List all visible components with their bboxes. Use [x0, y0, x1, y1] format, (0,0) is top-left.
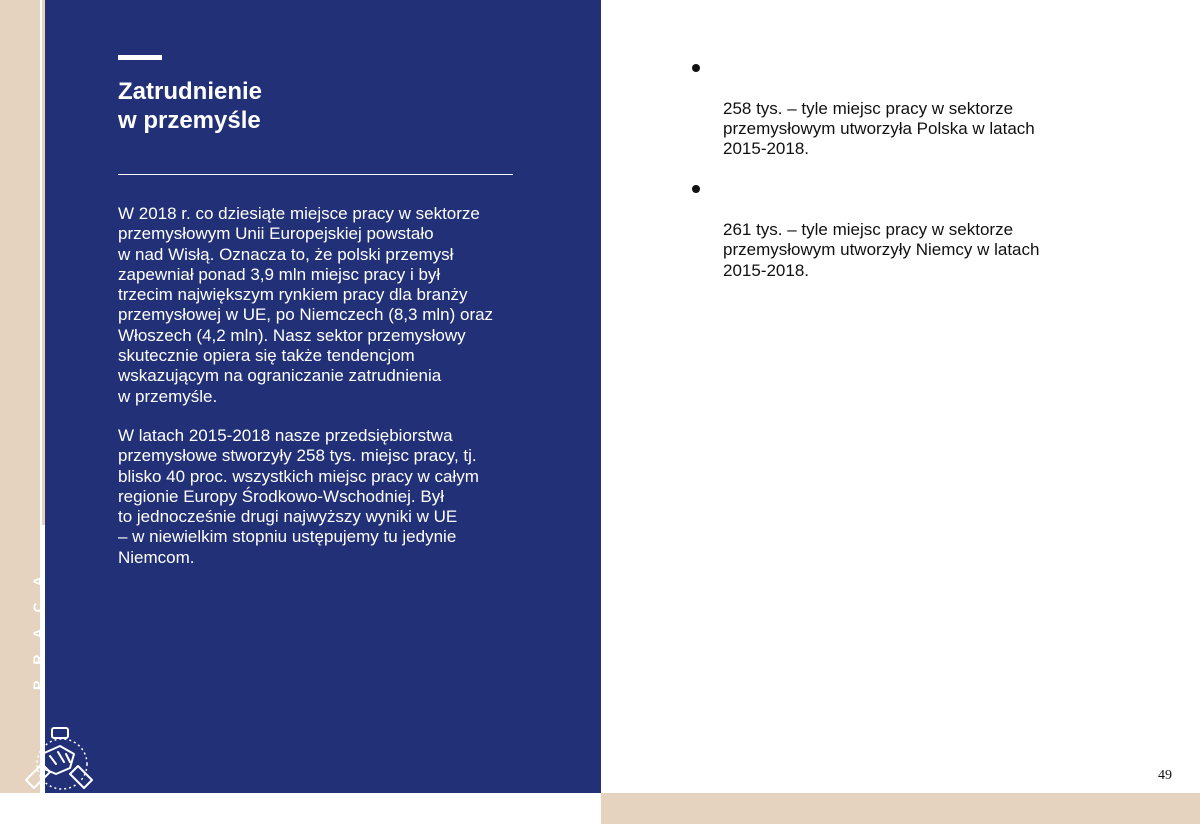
handshake-icon — [22, 724, 96, 794]
section-title: Zatrudnienie w przemyśle — [118, 78, 263, 134]
body-paragraph-1: W 2018 r. co dziesiąte miejsce pracy w sektorze przemysłowym Unii Europejskiej powstało w nad Wisłą. Oznacza to, że polski przemysł zapewniał ponad 3,9 mln miejsc pracy i był trzecim największym rynkiem pracy dla branży przemysłowej w UE, po Niemczech (8,3 mln) oraz Włoszech (4,2 mln). Nasz sektor przemysłowy skutecznie opiera się także tendencjom wskazującym na ograniczanie zatrudnienia w przemyśle. — [118, 204, 494, 406]
title-divider — [118, 174, 513, 175]
title-accent-dash — [118, 55, 162, 60]
bullet-dot-icon — [692, 64, 700, 72]
fact-list — [690, 58, 1090, 301]
bullet-dot-icon — [692, 185, 700, 193]
page-number: 49 — [1158, 768, 1172, 783]
bottom-beige-bar — [601, 793, 1200, 824]
fact-text: 258 tys. – tyle miejsc pracy w sektorze przemysłowym utworzyła Polska w latach 2015-2018. — [723, 98, 1035, 159]
fact-item — [690, 179, 1090, 280]
section-side-label: PRACA — [30, 560, 46, 690]
fact-item — [690, 58, 1090, 159]
body-paragraph-2: W latach 2015-2018 nasze przedsiębiorstwa przemysłowe stworzyły 258 tys. miejsc pracy, tj. blisko 40 proc. wszystkich miejsc pracy w całym regionie Europy Środkowo-Wschodniej. Był to jednocześnie drugi najwyższy wyniki w UE – w niewielkim stopniu ustępujemy tu jedynie Niemcom. — [118, 426, 479, 567]
fact-text: 261 tys. – tyle miejsc pracy w sektorze przemysłowym utworzyły Niemcy w latach 2015-2018. — [723, 220, 1040, 280]
